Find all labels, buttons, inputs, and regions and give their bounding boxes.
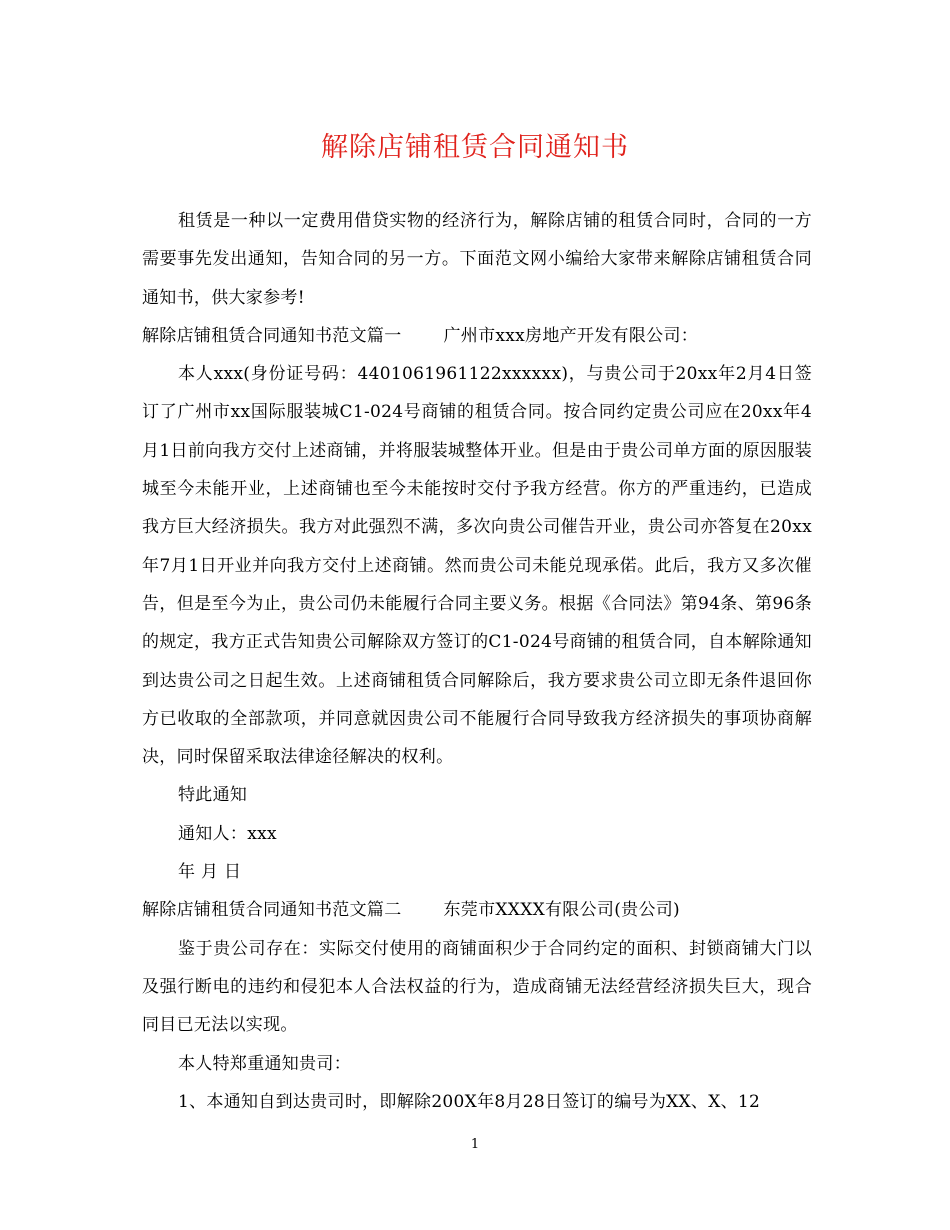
sample1-notice: 特此通知 [178, 785, 248, 806]
sample2-body-paragraph: 鉴于贵公司存在：实际交付使用的商铺面积少于合同约定的面积、封锁商铺大门以及强行断电的违约和侵犯本人合法权益的行为，造成商铺无法经营经济损失巨大，现合同目已无法以实现。 [142, 938, 812, 1036]
sample2-heading: 解除店铺租赁合同通知书范文篇二 [142, 900, 402, 921]
sample1-addressee: 广州市xxx房地产开发有限公司： [443, 325, 699, 346]
sample1-body-paragraph: 本人xxx(身份证号码：4401061961122xxxxxx)，与贵公司于20xx年2月4日签订了广州市xx国际服装城C1-024号商铺的租赁合同。按合同约定贵公司应在20xx年4月1日前向我方交付上述商铺，并将服装城整体开业。但是由于贵公司单方面的原因服装城至今未能开业，上述商铺也至今未能按时交付予我方经营。你方的严重违约，已造成我方巨大经济损失。我方对此强烈不满，多次向贵公司催告开业，贵公司亦答复在20xx年7月1日开业并向我方交付上述商铺。然而贵公司未能兑现承偌。此后，我方又多次催告，但是至今为止，贵公司仍未能履行合同主要义务。根据《合同法》第94条、第96条的规定，我方正式告知贵公司解除双方签订的C1-024号商铺的租赁合同，自本解除通知到达贵公司之日起生效。上述商铺租赁合同解除后，我方要求贵公司立即无条件退回你方已收取的全部款项，并同意就因贵公司不能履行合同导致我方经济损失的事项协商解决，同时保留采取法律途径解决的权利。 [142, 364, 812, 768]
sample2-notice-line: 本人特郑重通知贵司： [178, 1053, 351, 1074]
sample1-date: 年 月 日 [178, 862, 242, 883]
sample1-notifier: 通知人：xxx [178, 823, 277, 844]
sample2-item-1: 1、本通知自到达贵司时，即解除200X年8月28日签订的编号为XX、X、12 [178, 1091, 761, 1112]
sample2-addressee: 东莞市XXXX有限公司(贵公司) [443, 900, 680, 921]
document-title: 解除店铺租赁合同通知书 [321, 132, 629, 163]
intro-paragraph: 租赁是一种以一定费用借贷实物的经济行为，解除店铺的租赁合同时，合同的一方需要事先发出通知，告知合同的另一方。下面范文网小编给大家带来解除店铺租赁合同通知书，供大家参考! [142, 211, 812, 308]
sample2-heading-line [142, 891, 812, 929]
page-number: 1 [470, 1137, 480, 1152]
sample1-heading: 解除店铺租赁合同通知书范文篇一 [142, 325, 402, 346]
sample1-heading-line [142, 317, 812, 355]
document-body [142, 202, 812, 1121]
